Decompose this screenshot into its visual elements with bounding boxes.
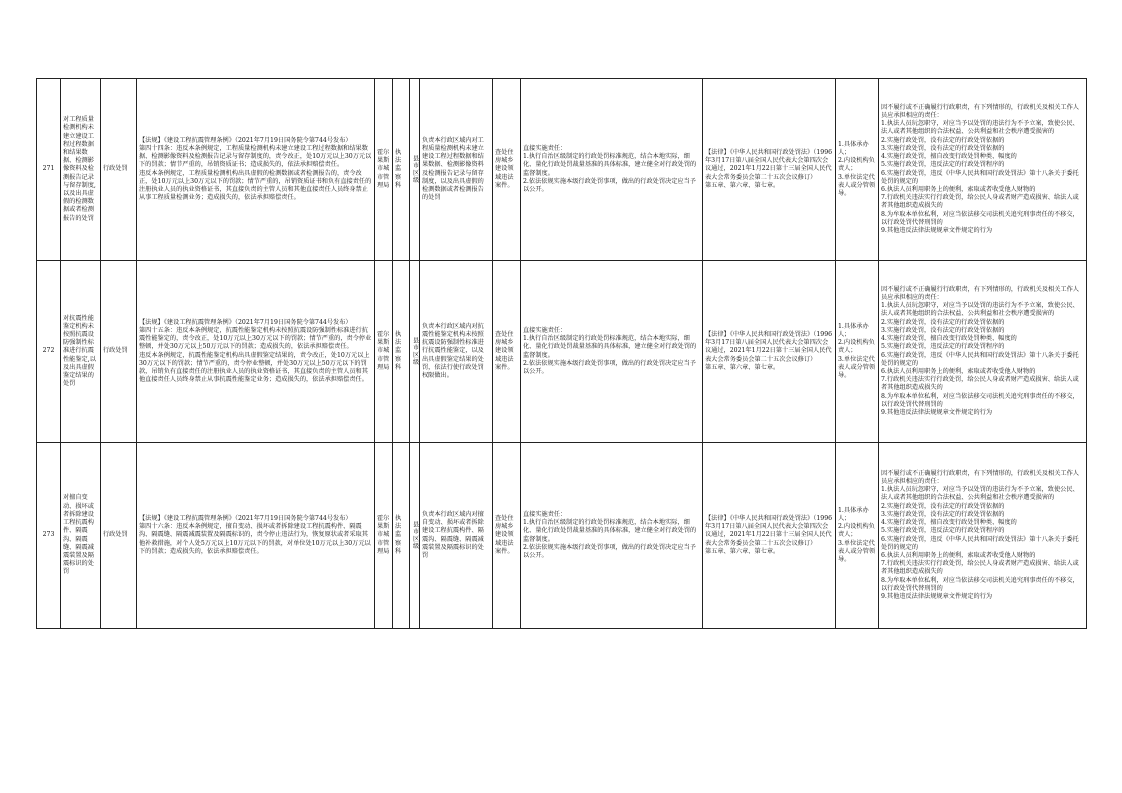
accountability: 因不履行或不正确履行行政职责，有下列情形的，行政机关及相关工作人员应承担相应的责任： 1.执法人员玩忽职守，对应当予以处罚的违法行为不予立案，致使公民、法人或者其他组织的合法权益、公共利益和社会秩序遭受损害的 2.实施行政处罚，没有法定的行政处罚依据的 3.实施行政处罚，没有法定的行政处罚依据的 4.实施行政处罚，擅自改变行政处罚种类、幅度的 5.实施行政处罚，违反法定的行政处罚程序的 6.实施行政处罚，违反《中华人民共和国行政处罚法》第十八条关于委托处罚的规定的 6.执法人员利用职务上的便利，索取或者收受他人财物的 7.行政机关违法实行行政处罚，给公民人身或者财产造成损害、给法人或者其他组织造成损失的 8.为牟取本单位私利，对应当依法移交司法机关追究刑事责任的不移交，以行政处罚代替刑罚的 9.其他违反法律法规规章文件规定的行为 <box>879 443 1087 629</box>
duty: 直接实施责任： 1.执行自治区级制定的行政处罚标准规范，结合本地实际，细化、量化行政处罚裁量基准的具体标准，建立健全对行政处罚的监督制度。 2.依法依规实施本级行政处罚事项，做出的行政处罚决定应当予以公开。 <box>521 443 703 629</box>
law-basis: 【法律】《中华人民共和国行政处罚法》（1996年3月17日第八届全国人民代表大会第四次会议通过，2021年1月22日第十三届全国人民代表大会常务委员会第二十五次会议修订） 第五章、第六章、第七章。 <box>703 79 836 261</box>
accountability: 因不履行或不正确履行行政职责，有下列情形的，行政机关及相关工作人员应承担相应的责任： 1.执法人员玩忽职守，对应当予以处罚的违法行为不予立案，致使公民、法人或者其他组织的合法权益、公共利益和社会秩序遭受损害的 2.实施行政处罚，没有法定的行政处罚依据的 3.实施行政处罚，没有法定的行政处罚依据的 4.实施行政处罚，擅自改变行政处罚种类、幅度的 5.实施行政处罚，违反法定的行政处罚程序的 6.实施行政处罚，违反《中华人民共和国行政处罚法》第十八条关于委托处罚的规定的 6.执法人员利用职务上的便利，索取或者收受他人财物的 7.行政机关违法实行行政处罚，给公民人身或者财产造成损害、给法人或者其他组织造成损失的 8.为牟取本单位私利，对应当依法移交司法机关追究刑事责任的不移交，以行政处罚代替刑罚的 9.其他违反法律法规规章文件规定的行为 <box>879 261 1087 443</box>
implementing-unit: 执法监察科 <box>393 443 410 629</box>
scope: 负责本行政区域内对抗震性能鉴定机构未按照抗震设防强制性标准进行抗震性能鉴定，以及出具虚假鉴定结果的处罚，依法行使行政处罚权限做出。 <box>420 261 493 443</box>
law-basis: 【法律】《中华人民共和国行政处罚法》（1996年3月17日第八届全国人民代表大会第四次会议通过，2021年1月22日第十三届全国人民代表大会常务委员会第二十五次会议修订） 第五章、第六章、第七章。 <box>703 261 836 443</box>
legal-basis: 【法规】《建设工程抗震管理条例》（2021年7月19日国务院令第744号发布） 第四十五条：违反本条例规定，抗震性能鉴定机构未按照抗震设防强制性标准进行抗震性能鉴定的，责令改正，处10万元以上30万元以下的罚款；情节严重的，责令停业整顿，并处30万元以上50万元以下的罚款；造成损失的，依法承担赔偿责任。 违反本条例规定，抗震性能鉴定机构出具虚假鉴定结果的，责令改正，处10万元以上30万元以下的罚款；情节严重的，责令停业整顿，并处30万元以上50万元以下的罚款，吊销负有直接责任的注册执业人员的执业资格证书，其直接负责的主管人员和其他直接责任人员终身禁止从事抗震性能鉴定业务；造成损失的，依法承担赔偿责任。 <box>137 261 375 443</box>
implementing-unit: 执法监察科 <box>393 261 410 443</box>
row-number: 272 <box>37 261 61 443</box>
responsible-subject: 1.具体承办人； 2.内设机构负责人； 3.单位法定代表人或分管领导。 <box>836 443 879 629</box>
level: 县市区级 <box>410 79 420 261</box>
power-list-table <box>36 78 1087 629</box>
responsible-subject: 1.具体承办人； 2.内设机构负责人； 3.单位法定代表人或分管领导。 <box>836 79 879 261</box>
level: 县市区级 <box>410 261 420 443</box>
item-name: 对抗震性能鉴定机构未按照抗震设防强制性标准进行抗震性能鉴定,以及出具虚假鉴定结果的处罚 <box>61 261 101 443</box>
department: 霍尔果斯市城市管理局 <box>375 79 393 261</box>
item-name: 对工程质量检测机构未建立建设工程过程数据和结果数据、检测影像资料及检测报告记录与留存制度,以及出具虚假的检测数据或者检测报告的处罚 <box>61 79 101 261</box>
supervision: 查处住房城乡建设领域违法案件。 <box>493 79 521 261</box>
table-row <box>37 261 1087 443</box>
duty: 直接实施责任： 1.执行自治区级制定的行政处罚标准规范，结合本地实际，细化、量化行政处罚裁量基准的具体标准，建立健全对行政处罚的监督制度。 2.依法依规实施本级行政处罚事项，做出的行政处罚决定应当予以公开。 <box>521 79 703 261</box>
supervision: 查处住房城乡建设领域违法案件。 <box>493 443 521 629</box>
scope: 负责本行政区域内对工程质量检测机构未建立建设工程过程数据和结果数据、检测影像资料及检测报告记录与留存制度，以及出具虚假的检测数据或者检测报告的处罚 <box>420 79 493 261</box>
duty: 直接实施责任： 1.执行自治区级制定的行政处罚标准规范，结合本地实际，细化、量化行政处罚裁量基准的具体标准，建立健全对行政处罚的监督制度。 2.依法依规实施本级行政处罚事项，做出的行政处罚决定应当予以公开。 <box>521 261 703 443</box>
row-number: 271 <box>37 79 61 261</box>
table-row <box>37 443 1087 629</box>
row-number: 273 <box>37 443 61 629</box>
supervision: 查处住房城乡建设领域违法案件。 <box>493 261 521 443</box>
law-basis: 【法律】《中华人民共和国行政处罚法》（1996年3月17日第八届全国人民代表大会第四次会议通过，2021年1月22日第十三届全国人民代表大会常务委员会第二十五次会议修订） 第五章、第六章、第七章。 <box>703 443 836 629</box>
item-type: 行政处罚 <box>101 261 137 443</box>
legal-basis: 【法规】《建设工程抗震管理条例》（2021年7月19日国务院令第744号发布） 第四十六条：违反本条例规定，擅自变动、损坏或者拆除建设工程抗震构件、隔震沟、隔震缝、隔震减震装置及隔震标识的，责令停止违法行为，恢复原状或者采取其他补救措施，对个人处5万元以上10万元以下的罚款，对单位处10万元以上30万元以下的罚款；造成损失的，依法承担赔偿责任。 <box>137 443 375 629</box>
legal-basis: 【法规】《建设工程抗震管理条例》（2021年7月19日国务院令第744号发布） 第四十四条：违反本条例规定，工程质量检测机构未建立建设工程过程数据和结果数据、检测影像资料及检测报告记录与留存制度的，责令改正，处10万元以上30万元以下的罚款；情节严重的，吊销资质证书；造成损失的，依法承担赔偿责任。 违反本条例规定，工程质量检测机构出具虚假的检测数据或者检测报告的，责令改正，处10万元以上30万元以下的罚款；情节严重的，吊销资质证书和负有直接责任的注册执业人员的执业资格证书，其直接负责的主管人员和其他直接责任人员终身禁止从事工程质量检测业务；造成损失的，依法承担赔偿责任。 <box>137 79 375 261</box>
implementing-unit: 执法监察科 <box>393 79 410 261</box>
item-type: 行政处罚 <box>101 443 137 629</box>
accountability: 因不履行或不正确履行行政职责，有下列情形的，行政机关及相关工作人员应承担相应的责任： 1.执法人员玩忽职守，对应当予以处罚的违法行为不予立案，致使公民、法人或者其他组织的合法权益、公共利益和社会秩序遭受损害的 2.实施行政处罚，没有法定的行政处罚依据的 3.实施行政处罚，没有法定的行政处罚依据的 4.实施行政处罚，擅自改变行政处罚种类、幅度的 5.实施行政处罚，违反法定的行政处罚程序的 6.实施行政处罚，违反《中华人民共和国行政处罚法》第十八条关于委托处罚的规定的 6.执法人员利用职务上的便利，索取或者收受他人财物的 7.行政机关违法实行行政处罚，给公民人身或者财产造成损害、给法人或者其他组织造成损失的 8.为牟取本单位私利，对应当依法移交司法机关追究刑事责任的不移交，以行政处罚代替刑罚的 9.其他违反法律法规规章文件规定的行为 <box>879 79 1087 261</box>
item-name: 对擅自变动、损坏或者拆除建设工程抗震构件、隔震沟、隔震缝、隔震减震装置及隔震标识的处罚 <box>61 443 101 629</box>
level: 县市区级 <box>410 443 420 629</box>
table-row <box>37 79 1087 261</box>
scope: 负责本行政区域内对擅自变动、损坏或者拆除建设工程抗震构件、隔震沟、隔震缝、隔震减震装置及隔震标识的处罚 <box>420 443 493 629</box>
item-type: 行政处罚 <box>101 79 137 261</box>
responsible-subject: 1.具体承办人； 2.内设机构负责人； 3.单位法定代表人或分管领导。 <box>836 261 879 443</box>
department: 霍尔果斯市城市管理局 <box>375 261 393 443</box>
department: 霍尔果斯市城市管理局 <box>375 443 393 629</box>
